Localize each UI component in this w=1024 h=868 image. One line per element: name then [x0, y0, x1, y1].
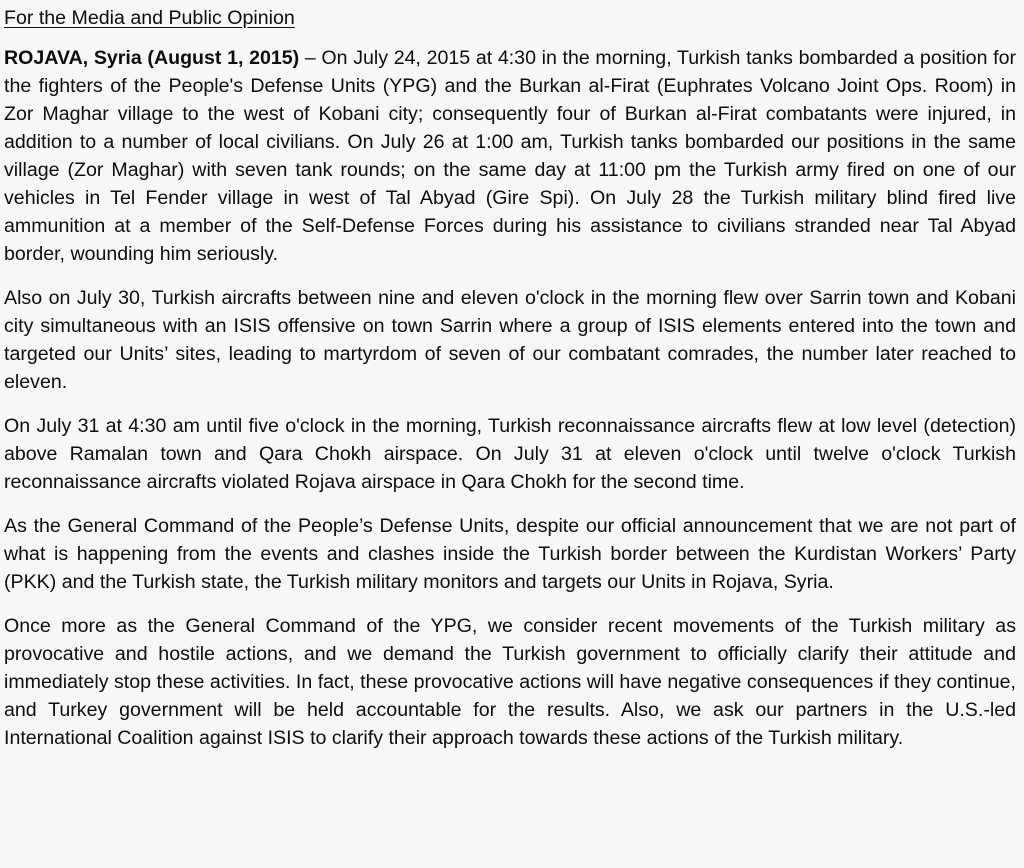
document-heading: For the Media and Public Opinion [4, 7, 295, 29]
paragraph-1-text: – On July 24, 2015 at 4:30 in the morning, Turkish tanks bombarded a position for the fighters of the People's Defense Units (YPG) and the Burkan al-Firat (Euphrates Volcano Joint Ops. Room) in Zor Maghar village to the west of Kobani city; consequently four of Burkan al-Firat combatants were injured, in addition to a number of local civilians. On July 26 at 1:00 am, Turkish tanks bombarded our positions in the same village (Zor Maghar) with seven tank rounds; on the same day at 11:00 pm the Turkish army fired on one of our vehicles in Tel Fender village in west of Tal Abyad (Gire Spi). On July 28 the Turkish military blind fired live ammunition at a member of the Self-Defense Forces during his assistance to civilians stranded near Tal Abyad border, wounding him seriously. [4, 47, 1016, 265]
paragraph-3: On July 31 at 4:30 am until five o'clock in the morning, Turkish reconnaissance aircrafts flew at low level (detection) above Ramalan town and Qara Chokh airspace. On July 31 at eleven o'clock until twelve o'clock Turkish reconnaissance aircrafts violated Rojava airspace in Qara Chokh for the second time. [4, 415, 1016, 493]
paragraph-2: Also on July 30, Turkish aircrafts between nine and eleven o'clock in the morning flew over Sarrin town and Kobani city simultaneous with an ISIS offensive on town Sarrin where a group of ISIS elements entered into the town and targeted our Units’ sites, leading to martyrdom of seven of our combatant comrades, the number later reached to eleven. [4, 287, 1016, 393]
paragraph-4: As the General Command of the People’s Defense Units, despite our official announcement that we are not part of what is happening from the events and clashes inside the Turkish border between the Kurdistan Workers’ Party (PKK) and the Turkish state, the Turkish military monitors and targets our Units in Rojava, Syria. [4, 515, 1016, 593]
paragraph-1 [4, 44, 1016, 268]
dateline: ROJAVA, Syria (August 1, 2015) [4, 47, 300, 69]
paragraph-5: Once more as the General Command of the YPG, we consider recent movements of the Turkish military as provocative and hostile actions, and we demand the Turkish government to officially clarify their attitude and immediately stop these activities. In fact, these provocative actions will have negative consequences if they continue, and Turkey government will be held accountable for the results. Also, we ask our partners in the U.S.-led International Coalition against ISIS to clarify their approach towards these actions of the Turkish military. [4, 615, 1016, 749]
